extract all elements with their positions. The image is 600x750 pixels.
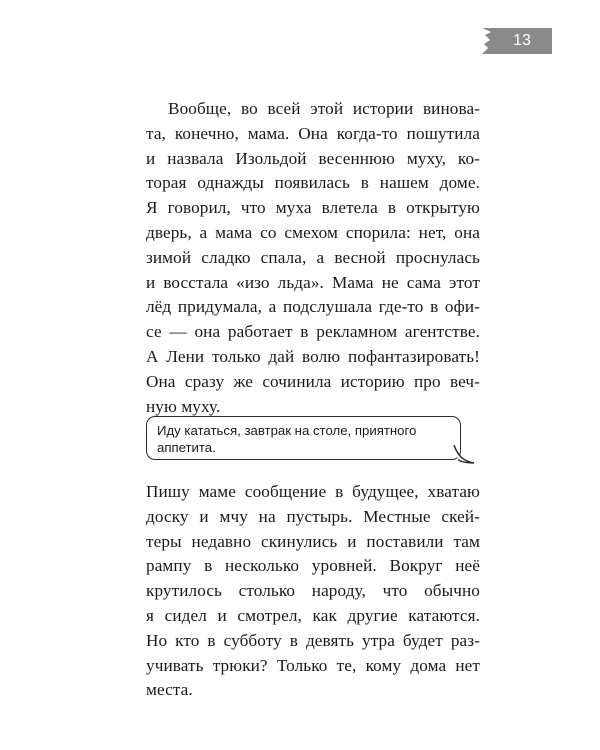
paragraph-line: Она сразу же сочинила историю про веч- bbox=[146, 371, 480, 391]
paragraph-line: дверь, а мама со смехом спорила: нет, она bbox=[146, 222, 480, 242]
paragraph-line: лёд придумала, а подслушала где-то в офи- bbox=[146, 297, 480, 317]
message-line: Иду кататься, завтрак на столе, приятного bbox=[157, 423, 417, 438]
paragraph-line: и назвала Изольдой весеннюю муху, ко- bbox=[146, 148, 480, 168]
page-number: 13 bbox=[492, 28, 552, 54]
paragraph-line: зимой сладко спала, а весной проснулась bbox=[146, 247, 480, 267]
paragraph-line: теры недавно скинулись и поставили там bbox=[146, 531, 480, 551]
message-line: аппетита. bbox=[157, 440, 216, 455]
paragraph-line: се — она работает в рекламном агентстве. bbox=[146, 322, 480, 342]
paragraph-line: и восстала «изо льда». Мама не сама этот bbox=[146, 272, 480, 292]
paragraph-line: места. bbox=[146, 680, 193, 700]
paragraph-line: крутилось столько народу, что обычно bbox=[146, 581, 480, 601]
paragraph-line: Пишу маме сообщение в будущее, хватаю bbox=[146, 482, 480, 501]
paragraph-line: Я говорил, что муха влетела в открытую bbox=[146, 198, 480, 218]
message-bubble-tail bbox=[453, 445, 475, 465]
paragraph-line: я сидел и смотрел, как другие катаются. bbox=[146, 605, 480, 625]
paragraph-line: ную муху. bbox=[146, 396, 221, 416]
paragraph-line: учивать трюки? Только те, кому дома нет bbox=[146, 655, 480, 675]
message-bubble bbox=[146, 416, 461, 460]
paragraph-2 bbox=[146, 480, 480, 703]
paragraph-line: та, конечно, мама. Она когда-то пошутила bbox=[146, 123, 480, 143]
paragraph-1 bbox=[146, 97, 480, 419]
paragraph-line: А Лени только дай волю пофантазировать! bbox=[146, 346, 480, 366]
paragraph-line: Вообще, во всей этой истории винова- bbox=[168, 99, 480, 118]
paragraph-line: торая однажды появилась в нашем доме. bbox=[146, 173, 480, 193]
paragraph-line: Но кто в субботу в девять утра будет раз- bbox=[146, 630, 480, 650]
paragraph-line: рампу в несколько уровней. Вокруг неё bbox=[146, 556, 480, 576]
paragraph-line: доску и мчу на пустырь. Местные скей- bbox=[146, 506, 480, 526]
